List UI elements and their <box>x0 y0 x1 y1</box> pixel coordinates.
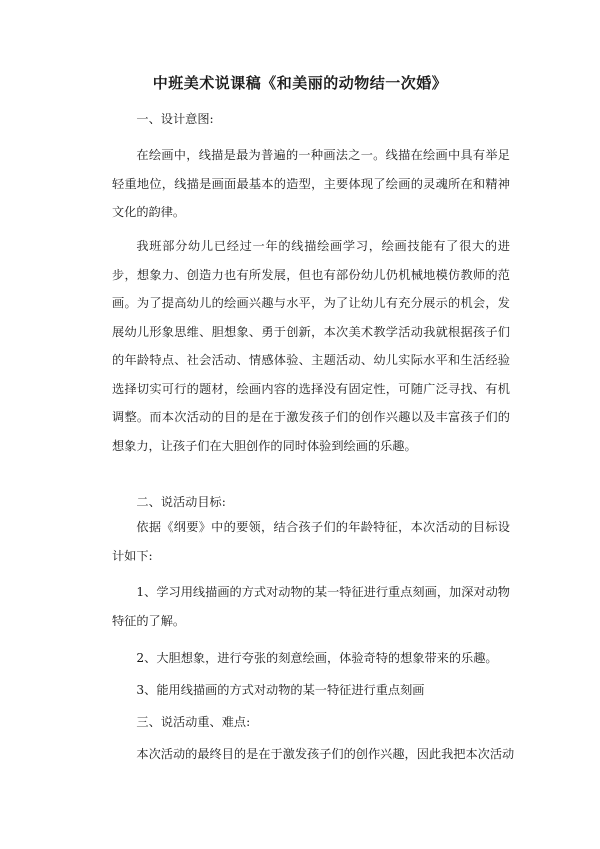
goal-item-1: 1、学习用线描画的方式对动物的某一特征进行重点刻画，加深对动物特征的了解。 <box>112 585 510 628</box>
section-heading-design-intent: 一、设计意图: <box>136 112 214 126</box>
paragraph-key-points: 本次活动的最终目的是在于激发孩子们的创作兴趣，因此我把本次活动 <box>136 747 515 761</box>
section-heading-activity-goals: 二、说活动目标: <box>136 495 226 509</box>
paragraph-goals-intro: 依据《纲要》中的要领，结合孩子们的年龄特征，本次活动的目标设计如下: <box>112 520 510 563</box>
paragraph-class-background: 我班部分幼儿已经过一年的线描绘画学习，绘画技能有了很大的进步，想象力、创造力也有所发展，但也有部份幼儿仍机械地模仿教师的范画。为了提高幼儿的绘画兴趣与水平，为了让幼儿有充分展示的机会，发展幼儿形象思维、胆想象、勇于创新，本次美术教学活动我就根据孩子们的年龄特点、社会活动、情感体验、主题活动、幼儿实际水平和生活经验选择切实可行的题材，绘画内容的选择没有固定性，可随广泛寻找、有机调整。而本次活动的目的是在于激发孩子们的创作兴趣以及丰富孩子们的想象力，让孩子们在大胆创作的同时体验到绘画的乐趣。 <box>112 239 510 453</box>
goal-item-2: 2、大胆想象，进行夸张的刻意绘画，体验奇特的想象带来的乐趣。 <box>136 651 498 665</box>
section-heading-key-points: 三、说活动重、难点: <box>136 715 251 729</box>
document-title: 中班美术说课稿《和美丽的动物结一次婚》 <box>152 74 448 92</box>
goal-item-3: 3、能用线描画的方式对动物的某一特征进行重点刻画 <box>136 683 425 697</box>
paragraph-line-drawing-intro: 在绘画中，线描是最为普遍的一种画法之一。线描在绘画中具有举足轻重地位，线描是画面最基本的造型，主要体现了绘画的灵魂所在和精神文化的韵律。 <box>112 148 510 219</box>
